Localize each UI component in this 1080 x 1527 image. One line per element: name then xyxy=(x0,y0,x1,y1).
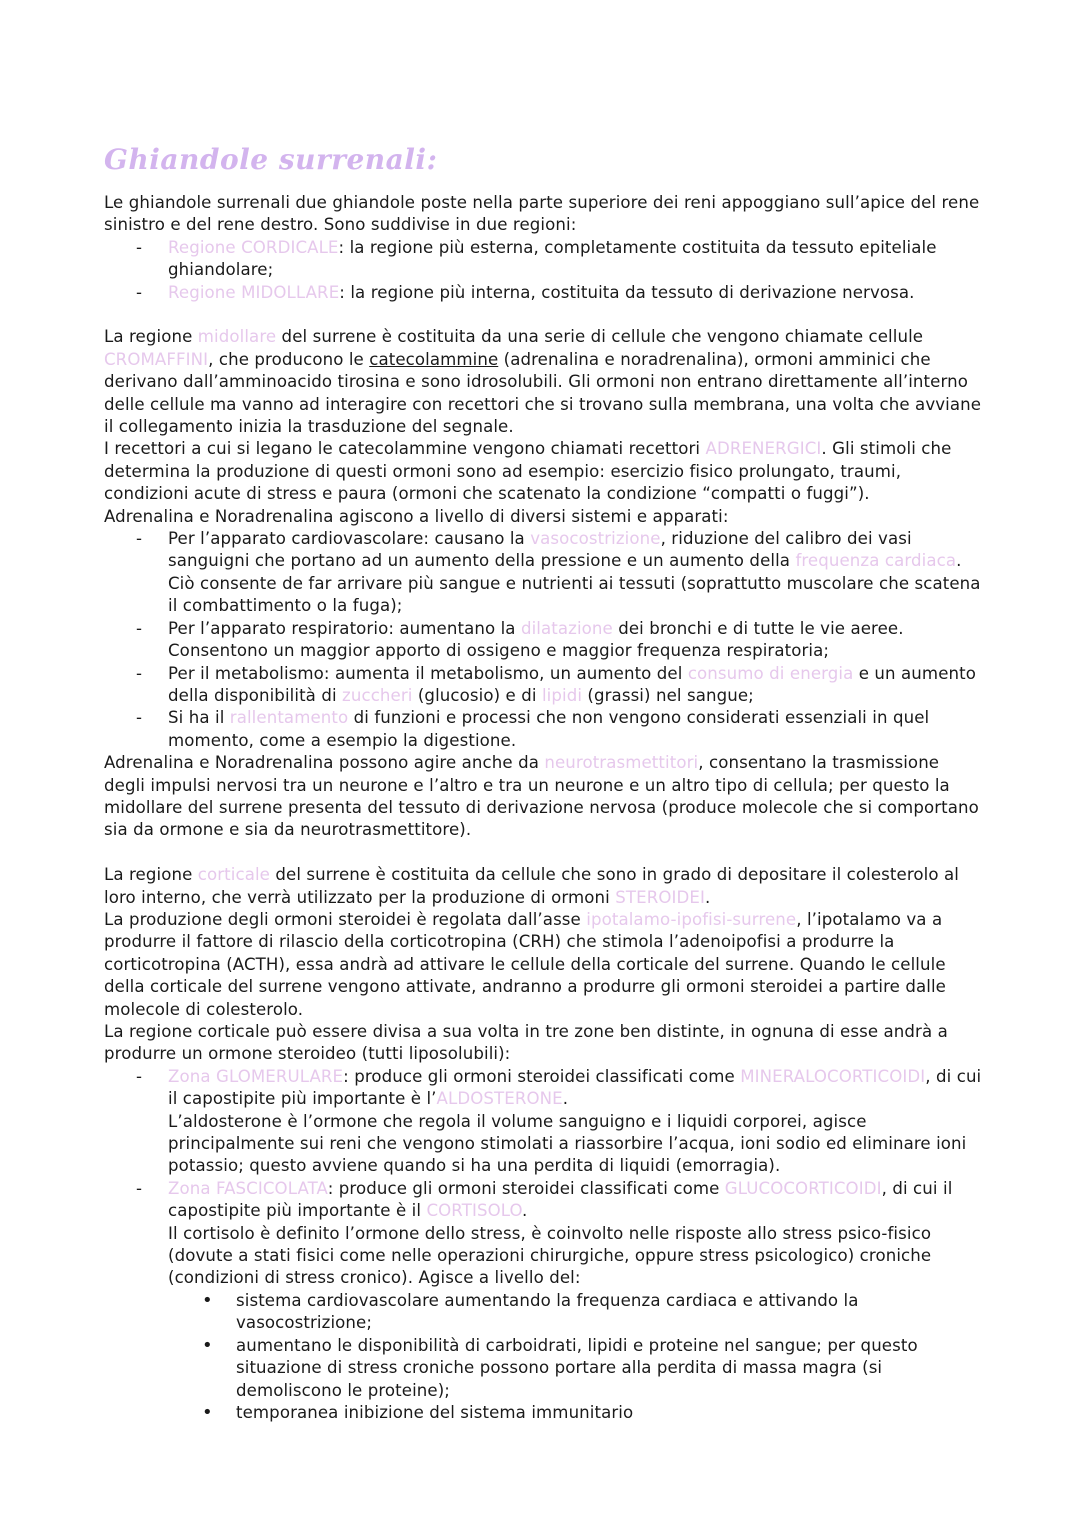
highlight-term: ipotalamo-ipofisi-surrene xyxy=(586,909,797,929)
highlight-term: frequenza cardiaca xyxy=(795,551,957,571)
highlight-term: dilatazione xyxy=(520,618,613,638)
page-title: Ghiandole surrenali: xyxy=(104,143,438,176)
list-item: - Per l’apparato respiratorio: aumentano la dilatazione dei bronchi e di tutte le vie aeree. Consentono un maggior apporto di ossigeno e maggior frequenza respiratoria; xyxy=(104,618,984,663)
regions-list xyxy=(104,237,984,304)
bullet-item: • aumentano le disponibilità di carboidrati, lipidi e proteine nel sangue; per questo situazione di stress croniche possono portare alla perdita di massa magra (si demoliscono le proteine); xyxy=(170,1335,984,1402)
highlight-term: Regione MIDOLLARE xyxy=(168,282,340,302)
highlight-term: MINERALOCORTICOIDI xyxy=(740,1066,926,1086)
underlined-term: catecolammine xyxy=(369,349,499,369)
list-item: - Zona FASCICOLATA: produce gli ormoni steroidei classificati come GLUCOCORTICOIDI, di cui il capostipite più importante è il CORTISOLO. Il cortisolo è definito l’ormone dello stress, è coinvolto nelle risposte allo stress psico-fisico (dovute a stati fisici come nelle operazioni chirurgiche, oppure stress psicologico) croniche (condizioni di stress cronico). Agisce a livello del: xyxy=(104,1178,984,1290)
highlight-term: vasocostrizione xyxy=(530,529,661,549)
zones-intro: La regione corticale può essere divisa a sua volta in tre zone ben distinte, in ognuna di esse andrà a produrre un ormone steroideo (tutti liposolubili): xyxy=(104,1022,948,1064)
cortisol-effects-list xyxy=(170,1290,984,1424)
highlight-term: Regione CORDICALE xyxy=(168,237,339,257)
highlight-term: consumo di energia xyxy=(687,663,854,683)
highlight-term: zuccheri xyxy=(342,685,413,705)
zone-description: L’aldosterone è l’ormone che regola il volume sanguigno e i liquidi corporei, agisce principalmente sui reni che vengono stimolati a riassorbire l’acqua, ioni sodio ed eliminare ioni potassio; questo avviene quando si ha una perdita di liquidi (emorragia). xyxy=(168,1111,967,1176)
paragraph-gap xyxy=(104,304,984,326)
list-item: - Si ha il rallentamento di funzioni e processi che non vengono considerati essenziali in quel momento, come a esempio la digestione. xyxy=(104,707,984,752)
highlight-term: GLUCOCORTICOIDI xyxy=(724,1178,882,1198)
midollare-paragraph: La regione midollare del surrene è costituita da una serie di cellule che vengono chiamate cellule CROMAFFINI, che producono le catecolammine (adrenalina e noradrenalina), ormoni amminici che derivano dall’amminoacido tirosina e sono idrosolubili. Gli ormoni non entrano direttamente all’interno delle cellule ma vanno ad interagire con recettori che si trovano sulla membrana, una volta che avviane il collegamento inizia la trasduzione del segnale. xyxy=(104,327,982,437)
corticale-paragraph: La regione corticale del surrene è costituita da cellule che sono in grado di depositare il colesterolo al loro interno, che verrà utilizzato per la produzione di ormoni STEROIDEI. xyxy=(104,865,959,907)
highlight-term: corticale xyxy=(197,865,270,885)
zone-description: Il cortisolo è definito l’ormone dello stress, è coinvolto nelle risposte allo stress psico-fisico (dovute a stati fisici come nelle operazioni chirurgiche, oppure stress psicologico) croniche (condizioni di stress cronico). Agisce a livello del: xyxy=(168,1223,932,1288)
list-item xyxy=(104,282,984,304)
list-item: - Per il metabolismo: aumenta il metabolismo, un aumento del consumo di energia e un aumento della disponibilità di zuccheri (glucosio) e di lipidi (grassi) nel sangue; xyxy=(104,663,984,708)
document-content xyxy=(104,140,984,1424)
highlight-term: ALDOSTERONE xyxy=(436,1089,563,1109)
highlight-term: Zona FASCICOLATA xyxy=(168,1178,328,1198)
list-item xyxy=(104,237,984,282)
highlight-term: rallentamento xyxy=(229,708,349,728)
highlight-term: Zona GLOMERULARE xyxy=(168,1066,344,1086)
bullet-item: • temporanea inibizione del sistema immunitario xyxy=(170,1402,984,1424)
list-item-text: : la regione più interna, costituita da tessuto di derivazione nervosa. xyxy=(339,282,915,302)
axis-paragraph: La produzione degli ormoni steroidei è regolata dall’asse ipotalamo-ipofisi-surrene, l’ipotalamo va a produrre il fattore di rilascio della corticotropina (CRH) che stimola l’adenoipofisi a produrre la corticotropina (ACTH), essa andrà ad attivare le cellule della corticale del surrene. Quando le cellule della corticale del surrene vengono attivate, andranno a produrre gli ormoni steroidei a partire dalle molecole di colesterolo. xyxy=(104,909,946,1019)
list-item-text: : la regione più esterna, completamente costituita da tessuto epiteliale ghiandolare; xyxy=(168,237,937,280)
paragraph-gap xyxy=(104,842,984,864)
highlight-term: CORTISOLO xyxy=(426,1201,522,1221)
effects-list xyxy=(104,528,984,752)
highlight-term: ADRENERGICI xyxy=(705,439,822,459)
highlight-term: STEROIDEI xyxy=(615,887,705,907)
neurotransmitter-paragraph: Adrenalina e Noradrenalina possono agire anche da neurotrasmettitori, consentano la trasmissione degli impulsi nervosi tra un neurone e l’altro e tra un neurone e un altro tipo di cellula; per questo la midollare del surrene presenta del tessuto di derivazione nervosa (produce molecole che si comportano sia da ormone e sia da neurotrasmettitore). xyxy=(104,753,979,840)
highlight-term: neurotrasmettitori xyxy=(544,753,699,773)
list-item: - Per l’apparato cardiovascolare: causano la vasocostrizione, riduzione del calibro dei vasi sanguigni che portano ad un aumento della pressione e un aumento della frequenza cardiaca. Ciò consente de far arrivare più sangue e nutrienti ai tessuti (soprattutto muscolare che scatena il combattimento o la fuga); xyxy=(104,528,984,618)
bullet-item: • sistema cardiovascolare aumentando la frequenza cardiaca e attivando la vasocostrizione; xyxy=(170,1290,984,1335)
zones-list xyxy=(104,1066,984,1290)
effects-intro: Adrenalina e Noradrenalina agiscono a livello di diversi sistemi e apparati: xyxy=(104,506,729,526)
highlight-term: midollare xyxy=(197,327,277,347)
list-item: - Zona GLOMERULARE: produce gli ormoni steroidei classificati come MINERALOCORTICOIDI, di cui il capostipite più importante è l’ALDOSTERONE. L’aldosterone è l’ormone che regola il volume sanguigno e i liquidi corporei, agisce principalmente sui reni che vengono stimolati a riassorbire l’acqua, ioni sodio ed eliminare ioni potassio; questo avviene quando si ha una perdita di liquidi (emorragia). xyxy=(104,1066,984,1178)
receptors-paragraph: I recettori a cui si legano le catecolammine vengono chiamati recettori ADRENERGICI. Gli stimoli che determina la produzione di questi ormoni sono ad esempio: esercizio fisico prolungato, traumi, condizioni acute di stress e paura (ormoni che scatenato la condizione “compatti o fuggi”). xyxy=(104,439,952,504)
intro-paragraph: Le ghiandole surrenali due ghiandole poste nella parte superiore dei reni appoggiano sull’apice del rene sinistro e del rene destro. Sono suddivise in due regioni: xyxy=(104,193,980,235)
highlight-term: lipidi xyxy=(541,685,583,705)
highlight-term: CROMAFFINI xyxy=(104,349,209,369)
